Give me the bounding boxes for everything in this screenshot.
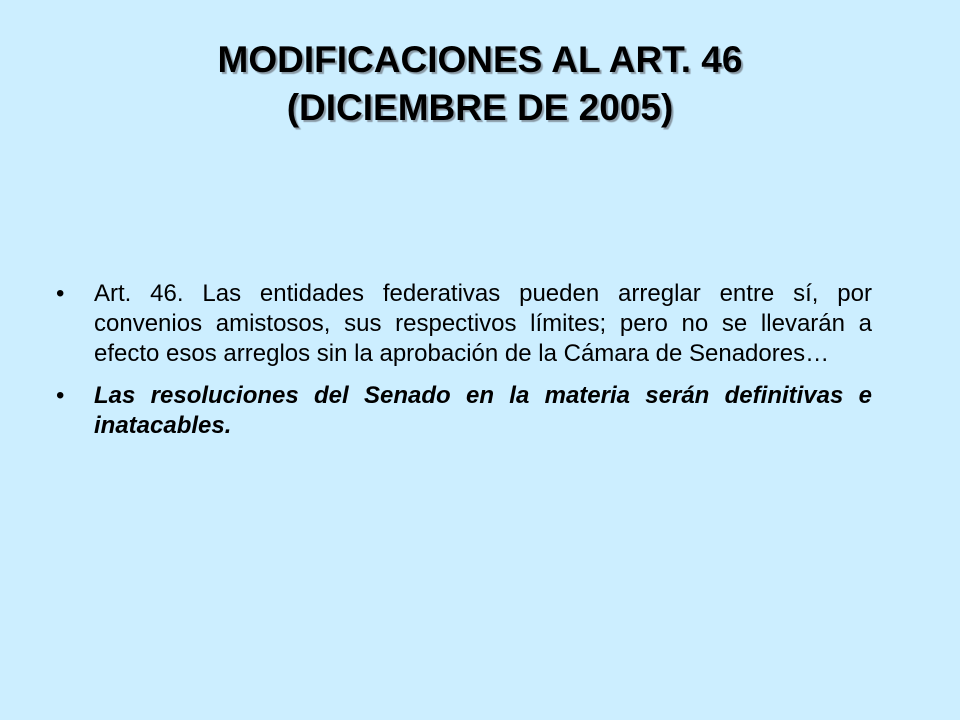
bullet-text: Art. 46. Las entidades federativas pueden arreglar entre sí, por convenios amistosos, sus respectivos límites; pero no se llevarán a efecto esos arreglos sin la aprobación de la Cámara de Senadores… <box>94 280 872 367</box>
bullet-icon: • <box>56 280 65 307</box>
bullet-list <box>52 279 872 453</box>
list-item <box>52 381 872 441</box>
list-item <box>52 279 872 369</box>
bullet-text: Las resoluciones del Senado en la materia serán definitivas e inatacables. <box>94 382 872 439</box>
title-line-1: MODIFICACIONES AL ART. 46 <box>217 39 743 80</box>
bullet-icon: • <box>56 382 65 409</box>
title-line-2: (DICIEMBRE DE 2005) <box>286 87 674 128</box>
slide-title <box>80 36 880 132</box>
